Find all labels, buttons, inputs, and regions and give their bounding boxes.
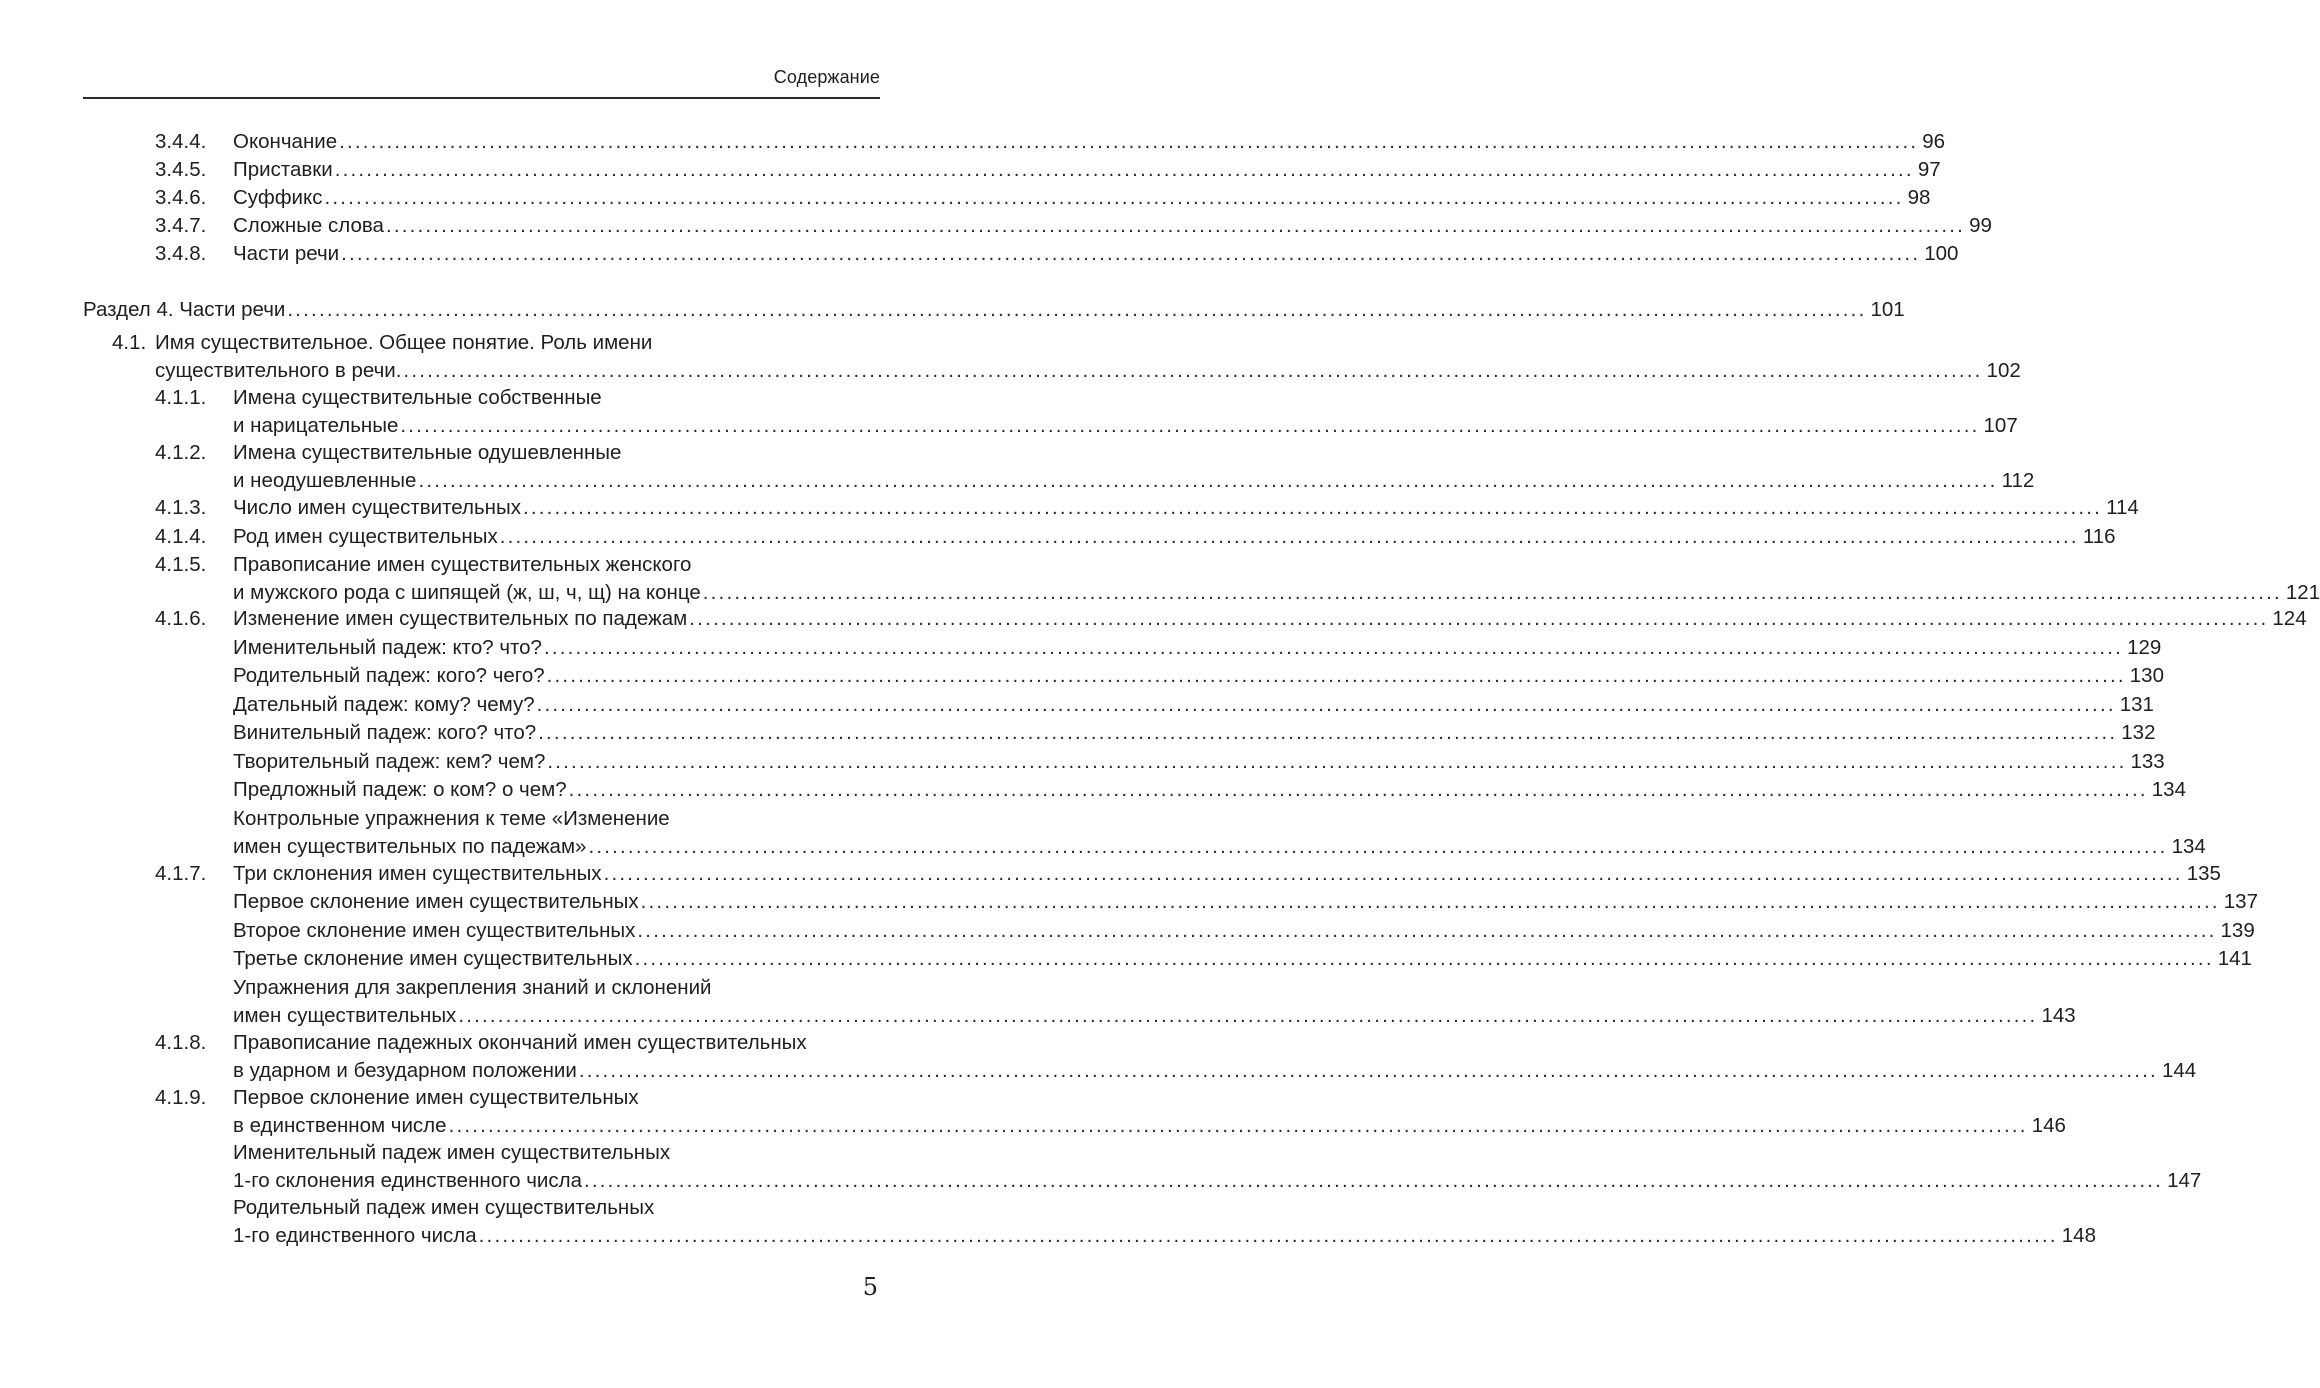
toc-entry-title: в ударном и безударном положении xyxy=(233,1058,577,1082)
toc-page-number: 101 xyxy=(1870,298,1905,321)
dot-leader: ........................................................................................................................................................................................................ xyxy=(522,496,2103,519)
toc-entry-title: 1-го склонения единственного числа xyxy=(233,1168,582,1192)
toc-entry-number: 4.1.7. xyxy=(155,862,207,885)
toc-entry-title: Родительный падеж: кого? чего? xyxy=(233,664,545,687)
toc-entry-title: Творительный падеж: кем? чем? xyxy=(233,750,546,773)
toc-entry-title: Число имен существительных xyxy=(233,496,521,519)
toc-entry-title: имен существительных xyxy=(233,1003,457,1027)
toc-entry[interactable] xyxy=(233,805,880,833)
toc-entry-number: 4.1.4. xyxy=(155,525,207,548)
toc-entry[interactable] xyxy=(233,662,2164,690)
page-number: 5 xyxy=(862,1273,878,1301)
toc-entry[interactable] xyxy=(233,691,2154,719)
toc-page-number: 121 xyxy=(2285,580,2320,604)
toc-entry[interactable] xyxy=(83,296,1905,324)
toc-entry-title: существительного в речи. xyxy=(155,358,402,382)
toc-page-number: 96 xyxy=(1922,130,1946,153)
toc-page-number: 129 xyxy=(2127,636,2162,659)
toc-entry[interactable] xyxy=(233,1002,2076,1030)
dot-leader: ........................................................................................................................................................................................................ xyxy=(400,413,1980,437)
toc-page-number: 112 xyxy=(2001,468,2035,492)
toc-entry-title: Изменение имен существительных по падежам xyxy=(233,607,688,630)
toc-entry-title: в единственном числе xyxy=(233,1113,447,1137)
toc-entry[interactable] xyxy=(233,128,1946,156)
toc-entry[interactable] xyxy=(233,945,2252,973)
dot-leader: ........................................................................................................................................................................................................ xyxy=(334,158,1914,181)
toc-entry-title: Правописание падежных окончаний имен существительных xyxy=(233,1031,807,1054)
toc-entry-title: Окончание xyxy=(233,130,338,153)
toc-entry-title: Имена существительные одушевленные xyxy=(233,441,622,464)
dot-leader: ........................................................................................................................................................................................................ xyxy=(578,1058,2158,1082)
toc-page-number: 99 xyxy=(1969,214,1992,237)
toc-entry-title: Приставки xyxy=(233,158,333,181)
toc-entry[interactable] xyxy=(155,329,880,357)
toc-entry-number: 4.1.2. xyxy=(155,441,207,464)
toc-page-number: 137 xyxy=(2223,890,2258,913)
toc-entry[interactable] xyxy=(233,1222,2096,1250)
toc-entry[interactable] xyxy=(233,748,2165,776)
dot-leader: ........................................................................................................................................................................................................ xyxy=(637,919,2217,942)
toc-entry[interactable] xyxy=(233,156,1941,184)
toc-page-number: 146 xyxy=(2031,1113,2066,1137)
dot-leader: ........................................................................................................................................................................................................ xyxy=(287,298,1867,321)
toc-page-number: 102 xyxy=(1986,358,2021,382)
toc-page-number: 143 xyxy=(2041,1003,2076,1027)
toc-page-number: 132 xyxy=(2121,721,2156,744)
toc-entry[interactable] xyxy=(233,974,880,1002)
toc-entry[interactable] xyxy=(233,719,2156,747)
dot-leader: ........................................................................................................................................................................................................ xyxy=(583,1168,2164,1192)
toc-entry[interactable] xyxy=(233,1167,2202,1195)
toc-entry[interactable] xyxy=(233,1057,2197,1085)
toc-entry[interactable] xyxy=(233,184,1931,212)
toc-entry-title: Части речи xyxy=(233,242,340,265)
dot-leader: ........................................................................................................................................................................................................ xyxy=(640,890,2220,913)
toc-entry-title: Упражнения для закрепления знаний и склонений xyxy=(233,976,712,999)
toc-page-number: 135 xyxy=(2186,862,2221,885)
toc-entry-number: 4.1.8. xyxy=(155,1031,207,1054)
toc-page-number: 116 xyxy=(2082,525,2116,548)
toc-entry[interactable] xyxy=(233,212,1992,240)
toc-entry-title: имен существительных по падежам» xyxy=(233,834,587,858)
dot-leader: ........................................................................................................................................................................................................ xyxy=(546,664,2126,687)
toc-entry-title: Родительный падеж имен существительных xyxy=(233,1196,655,1219)
toc-entry[interactable] xyxy=(233,467,2035,495)
toc-entry-title: и неодушевленные xyxy=(233,468,417,492)
toc-page-number: 131 xyxy=(2119,693,2154,716)
dot-leader: ........................................................................................................................................................................................................ xyxy=(418,468,1998,492)
toc-entry[interactable] xyxy=(233,523,2116,551)
toc-entry-title: Имя существительное. Общее понятие. Роль имени xyxy=(155,331,653,354)
toc-entry[interactable] xyxy=(233,551,880,579)
toc-entry-title: Три склонения имен существительных xyxy=(233,862,602,885)
toc-entry-title: Второе склонение имен существительных xyxy=(233,919,636,942)
toc-entry-title: Правописание имен существительных женского xyxy=(233,553,692,576)
toc-page-number: 124 xyxy=(2272,607,2307,630)
toc-entry-number: 3.4.4. xyxy=(155,130,207,153)
toc-entry-number: 4.1. xyxy=(112,331,147,354)
toc-page-number: 133 xyxy=(2130,750,2165,773)
toc-page-number: 130 xyxy=(2129,664,2164,687)
toc-entry[interactable] xyxy=(233,579,2320,607)
toc-entry[interactable] xyxy=(233,776,2186,804)
dot-leader: ........................................................................................................................................................................................................ xyxy=(588,834,2168,858)
toc-entry-number: 4.1.5. xyxy=(155,553,207,576)
toc-entry-title: Именительный падеж имен существительных xyxy=(233,1141,671,1164)
dot-leader: ........................................................................................................................................................................................................ xyxy=(339,130,1919,153)
dot-leader: ........................................................................................................................................................................................................ xyxy=(568,778,2148,801)
dot-leader: ........................................................................................................................................................................................................ xyxy=(478,1223,2058,1247)
toc-entry[interactable] xyxy=(233,605,2307,633)
dot-leader: ........................................................................................................................................................................................................ xyxy=(324,186,1904,209)
toc-entry[interactable] xyxy=(233,888,2258,916)
toc-entry-number: 3.4.5. xyxy=(155,158,207,181)
toc-entry-title: Имена существительные собственные xyxy=(233,386,602,409)
toc-entry-title: Первое склонение имен существительных xyxy=(233,1086,639,1109)
dot-leader: ........................................................................................................................................................................................................ xyxy=(634,947,2214,970)
running-header-title: Содержание xyxy=(773,67,880,87)
toc-entry-title: 1-го единственного числа xyxy=(233,1223,477,1247)
toc-entry[interactable] xyxy=(233,384,880,412)
toc-page-number: 141 xyxy=(2217,947,2252,970)
toc-page-number: 134 xyxy=(2171,834,2206,858)
dot-leader: ........................................................................................................................................................................................................ xyxy=(536,693,2116,716)
dot-leader: ........................................................................................................................................................................................................ xyxy=(403,358,1983,382)
toc-entry-title: Дательный падеж: кому? чему? xyxy=(233,693,535,716)
toc-entry[interactable] xyxy=(233,240,1959,268)
dot-leader: ........................................................................................................................................................................................................ xyxy=(603,862,2183,885)
dot-leader: ........................................................................................................................................................................................................ xyxy=(448,1113,2028,1137)
toc-page-number: 134 xyxy=(2151,778,2186,801)
header-rule xyxy=(83,97,880,99)
toc-entry-title: Сложные слова xyxy=(233,214,384,237)
toc-page-number: 144 xyxy=(2161,1058,2197,1082)
toc-entry-title: Суффикс xyxy=(233,186,323,209)
toc-entry-number: 4.1.9. xyxy=(155,1086,207,1109)
toc-entry-title: Раздел 4. Части речи xyxy=(83,298,286,321)
toc-entry[interactable] xyxy=(233,634,2162,662)
toc-entry-number: 3.4.6. xyxy=(155,186,207,209)
toc-page-number: 107 xyxy=(1983,413,2018,437)
toc-entry[interactable] xyxy=(233,494,2139,522)
toc-entry-number: 4.1.1. xyxy=(155,386,207,409)
dot-leader: ........................................................................................................................................................................................................ xyxy=(458,1003,2038,1027)
toc-entry-title: Контрольные упражнения к теме «Изменение xyxy=(233,807,670,830)
dot-leader: ........................................................................................................................................................................................................ xyxy=(341,242,1921,265)
toc-entry-title: Винительный падеж: кого? что? xyxy=(233,721,537,744)
toc-entry[interactable] xyxy=(155,357,2021,385)
toc-entry[interactable] xyxy=(233,833,2206,861)
toc-entry[interactable] xyxy=(233,1139,880,1167)
toc-entry[interactable] xyxy=(233,860,2221,888)
dot-leader: ........................................................................................................................................................................................................ xyxy=(547,750,2127,773)
toc-entry-title: и мужского рода с шипящей (ж, ш, ч, щ) на конце xyxy=(233,580,701,604)
toc-page-number: 97 xyxy=(1917,158,1941,181)
dot-leader: ........................................................................................................................................................................................................ xyxy=(689,607,2269,630)
toc-entry-title: и нарицательные xyxy=(233,413,399,437)
toc-entry-number: 4.1.3. xyxy=(155,496,207,519)
toc-entry-title: Род имен существительных xyxy=(233,525,498,548)
toc-entry-title: Предложный падеж: о ком? о чем? xyxy=(233,778,567,801)
dot-leader: ........................................................................................................................................................................................................ xyxy=(543,636,2124,659)
toc-entry[interactable] xyxy=(233,412,2018,440)
toc-page-number: 114 xyxy=(2106,496,2139,519)
toc-page-number: 139 xyxy=(2220,919,2255,942)
toc-entry[interactable] xyxy=(233,917,2255,945)
toc-entry-number: 4.1.6. xyxy=(155,607,207,630)
toc-entry[interactable] xyxy=(233,1029,880,1057)
dot-leader: ........................................................................................................................................................................................................ xyxy=(385,214,1966,237)
dot-leader: ........................................................................................................................................................................................................ xyxy=(538,721,2118,744)
toc-entry-title: Третье склонение имен существительных xyxy=(233,947,633,970)
toc-entry[interactable] xyxy=(233,1112,2066,1140)
toc-entry[interactable] xyxy=(233,1194,880,1222)
dot-leader: ........................................................................................................................................................................................................ xyxy=(702,580,2282,604)
dot-leader: ........................................................................................................................................................................................................ xyxy=(499,525,2079,548)
toc-entry[interactable] xyxy=(233,439,880,467)
toc-page-number: 147 xyxy=(2167,1168,2202,1192)
toc-page-number: 100 xyxy=(1924,242,1959,265)
toc-entry[interactable] xyxy=(233,1084,880,1112)
toc-entry-title: Первое склонение имен существительных xyxy=(233,890,639,913)
toc-page-number: 148 xyxy=(2061,1223,2096,1247)
toc-entry-number: 3.4.7. xyxy=(155,214,207,237)
toc-page-number: 98 xyxy=(1907,186,1931,209)
toc-entry-title: Именительный падеж: кто? что? xyxy=(233,636,542,659)
toc-entry-number: 3.4.8. xyxy=(155,242,207,265)
